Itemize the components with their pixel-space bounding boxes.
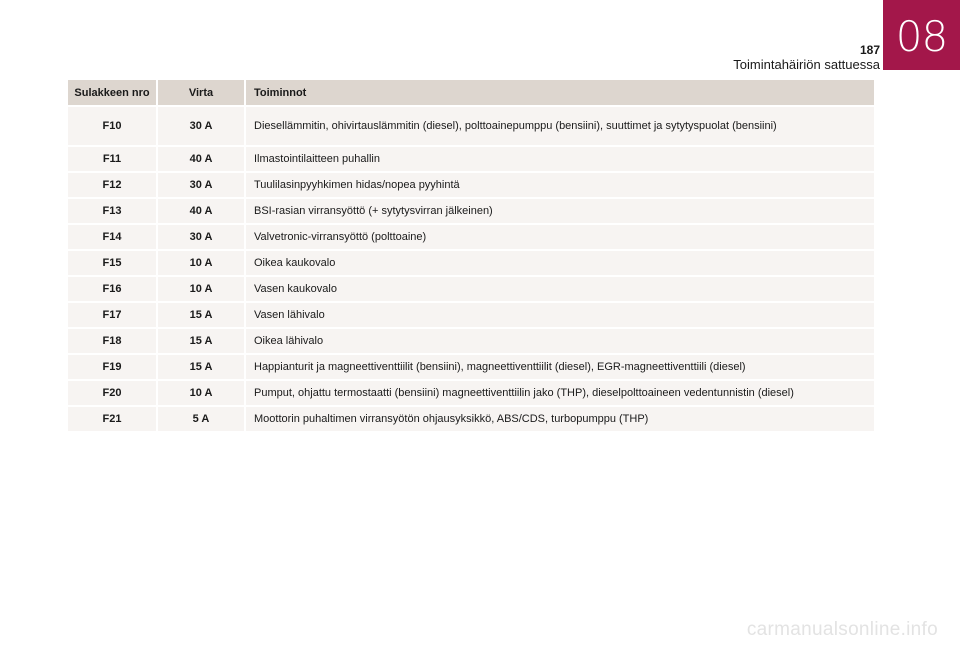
table-row — [68, 301, 874, 327]
function-cell: Vasen kaukovalo — [246, 275, 874, 301]
fuse-number-cell: F19 — [68, 353, 158, 379]
current-cell: 15 A — [158, 301, 246, 327]
fuse-number-cell: F15 — [68, 249, 158, 275]
function-cell: Oikea kaukovalo — [246, 249, 874, 275]
table-row — [68, 197, 874, 223]
page-number: 187 — [859, 43, 880, 57]
current-cell: 30 A — [158, 105, 246, 145]
current-cell: 40 A — [158, 145, 246, 171]
function-cell: Oikea lähivalo — [246, 327, 874, 353]
fuse-number-cell: F16 — [68, 275, 158, 301]
function-cell: Tuulilasinpyyhkimen hidas/nopea pyyhintä — [246, 171, 874, 197]
section-title: Toimintahäiriön sattuessa — [733, 57, 880, 72]
table-header-row — [68, 80, 874, 105]
table-row — [68, 145, 874, 171]
function-cell: Valvetronic-virransyöttö (polttoaine) — [246, 223, 874, 249]
current-cell: 5 A — [158, 405, 246, 431]
fuse-number-cell: F14 — [68, 223, 158, 249]
table-row — [68, 171, 874, 197]
function-cell: Vasen lähivalo — [246, 301, 874, 327]
fuse-number-cell: F20 — [68, 379, 158, 405]
fuse-number-cell: F12 — [68, 171, 158, 197]
current-cell: 30 A — [158, 171, 246, 197]
fuse-number-cell: F10 — [68, 105, 158, 145]
function-cell: Ilmastointilaitteen puhallin — [246, 145, 874, 171]
function-cell: BSI-rasian virransyöttö (+ sytytysvirran jälkeinen) — [246, 197, 874, 223]
current-cell: 10 A — [158, 275, 246, 301]
fuse-table — [68, 80, 874, 431]
current-cell: 40 A — [158, 197, 246, 223]
fuse-number-cell: F17 — [68, 301, 158, 327]
table-row — [68, 379, 874, 405]
table-row — [68, 105, 874, 145]
column-header-current: Virta — [158, 80, 246, 105]
table-row — [68, 223, 874, 249]
function-cell: Diesellämmitin, ohivirtauslämmitin (diesel), polttoainepumppu (bensiini), suuttimet ja sytytyspuolat (bensiini) — [246, 105, 874, 145]
column-header-fuse-number: Sulakkeen nro — [68, 80, 158, 105]
current-cell: 10 A — [158, 249, 246, 275]
fuse-number-cell: F18 — [68, 327, 158, 353]
current-cell: 10 A — [158, 379, 246, 405]
table-row — [68, 275, 874, 301]
table-row — [68, 249, 874, 275]
fuse-number-cell: F21 — [68, 405, 158, 431]
current-cell: 15 A — [158, 327, 246, 353]
table-row — [68, 353, 874, 379]
function-cell: Happianturit ja magneettiventtiilit (bensiini), magneettiventtiilit (diesel), EGR-magneettiventtiili (diesel) — [246, 353, 874, 379]
function-cell: Pumput, ohjattu termostaatti (bensiini) magneettiventtiilin jako (THP), dieselpolttoaineen vedentunnistin (diesel) — [246, 379, 874, 405]
function-cell: Moottorin puhaltimen virransyötön ohjausyksikkö, ABS/CDS, turbopumppu (THP) — [246, 405, 874, 431]
watermark: carmanualsonline.info — [746, 619, 938, 640]
chapter-tab: 08 — [883, 0, 960, 70]
fuse-number-cell: F13 — [68, 197, 158, 223]
current-cell: 15 A — [158, 353, 246, 379]
table-row — [68, 327, 874, 353]
table-row — [68, 405, 874, 431]
current-cell: 30 A — [158, 223, 246, 249]
fuse-number-cell: F11 — [68, 145, 158, 171]
column-header-functions: Toiminnot — [246, 80, 874, 105]
